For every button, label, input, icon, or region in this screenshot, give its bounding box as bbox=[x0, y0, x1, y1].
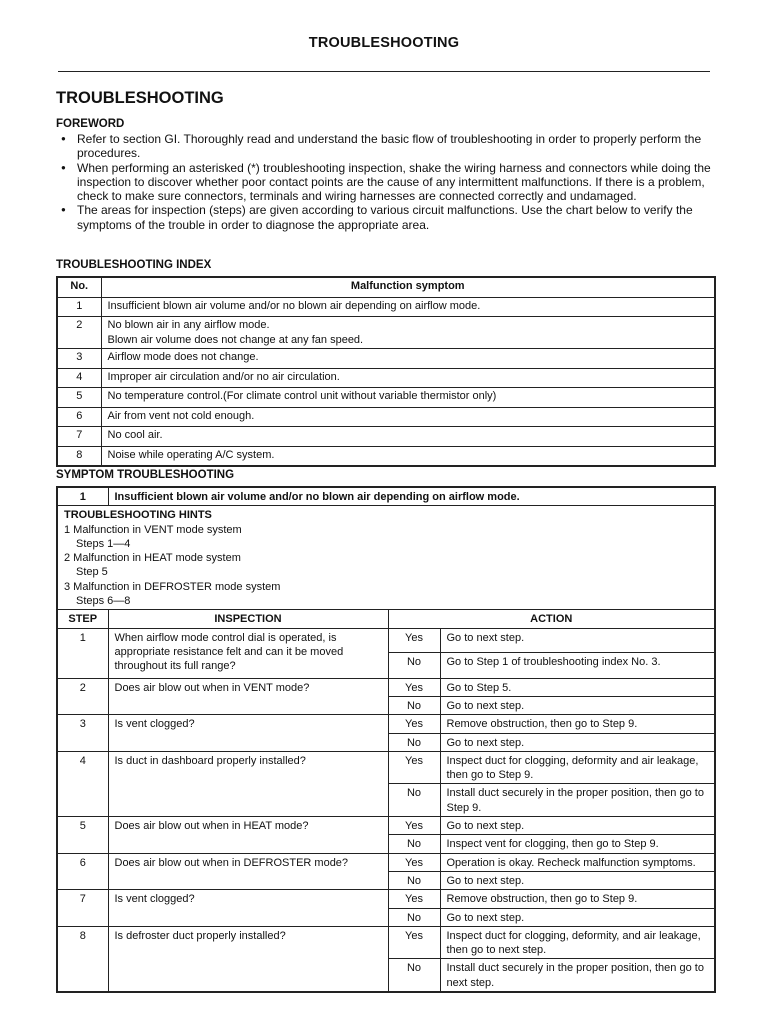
answer-yes: Yes bbox=[388, 751, 440, 784]
header-divider bbox=[58, 71, 710, 72]
index-row bbox=[57, 446, 715, 466]
index-row bbox=[57, 349, 715, 369]
step-row bbox=[57, 890, 715, 908]
col-no-header: No. bbox=[57, 277, 101, 297]
foreword-heading: FOREWORD bbox=[56, 118, 125, 130]
foreword-bullet: ● When performing an asterisked (*) troubleshooting inspection, shake the wiring harness and connectors while doing the inspection to discover whether poor contact points are the cause of any intermittent malfunctions. If there is a problem, check to make sure connectors, terminals and wiring harnesses are connected correctly and undamaged. bbox=[58, 161, 718, 204]
col-inspection-header: INSPECTION bbox=[108, 610, 388, 628]
index-no: 2 bbox=[57, 317, 101, 349]
action-no: Inspect vent for clogging, then go to Step 9. bbox=[440, 835, 715, 853]
answer-yes: Yes bbox=[388, 926, 440, 959]
hint-steps: Steps 6—8 bbox=[76, 595, 131, 608]
index-symptom: Improper air circulation and/or no air circulation. bbox=[101, 368, 715, 388]
troubleshooting-hints bbox=[57, 506, 715, 610]
action-yes: Go to next step. bbox=[440, 628, 715, 652]
action-no: Go to next step. bbox=[440, 696, 715, 714]
answer-yes: Yes bbox=[388, 890, 440, 908]
page-title: TROUBLESHOOTING bbox=[56, 89, 224, 107]
action-yes: Go to next step. bbox=[440, 817, 715, 835]
action-no: Go to Step 1 of troubleshooting index No. 3. bbox=[440, 652, 715, 678]
hint-item: 3 Malfunction in DEFROSTER mode system bbox=[64, 580, 281, 593]
index-symptom: No temperature control.(For climate control unit without variable thermistor only) bbox=[101, 388, 715, 408]
step-number: 3 bbox=[57, 715, 108, 752]
step-inspection: Is duct in dashboard properly installed? bbox=[108, 751, 388, 816]
index-no: 6 bbox=[57, 407, 101, 427]
step-number: 5 bbox=[57, 817, 108, 854]
symptom-troubleshooting-table bbox=[56, 486, 716, 993]
hint-steps: Step 5 bbox=[76, 566, 108, 579]
index-heading: TROUBLESHOOTING INDEX bbox=[56, 259, 212, 271]
step-row bbox=[57, 715, 715, 733]
troubleshooting-index-table bbox=[56, 276, 716, 467]
index-symptom: Airflow mode does not change. bbox=[101, 349, 715, 369]
index-row bbox=[57, 368, 715, 388]
index-symptom-line: No blown air in any airflow mode. bbox=[107, 319, 270, 331]
step-number: 7 bbox=[57, 890, 108, 927]
answer-yes: Yes bbox=[388, 628, 440, 652]
step-number: 2 bbox=[57, 678, 108, 715]
foreword-bullet: ● The areas for inspection (steps) are given according to various circuit malfunctions. Use the chart below to verify the symptoms of the trouble in order to diagnose the appropriate area. bbox=[58, 203, 718, 232]
step-number: 4 bbox=[57, 751, 108, 816]
step-row bbox=[57, 853, 715, 871]
index-no: 8 bbox=[57, 446, 101, 466]
step-inspection: Is vent clogged? bbox=[108, 890, 388, 927]
step-inspection: Is vent clogged? bbox=[108, 715, 388, 752]
step-number: 6 bbox=[57, 853, 108, 890]
hints-heading: TROUBLESHOOTING HINTS bbox=[64, 509, 212, 522]
answer-yes: Yes bbox=[388, 817, 440, 835]
index-no: 3 bbox=[57, 349, 101, 369]
hint-steps: Steps 1—4 bbox=[76, 537, 131, 550]
step-row bbox=[57, 751, 715, 784]
index-symptom: Air from vent not cold enough. bbox=[101, 407, 715, 427]
index-symptom bbox=[101, 317, 715, 349]
step-row bbox=[57, 678, 715, 696]
index-symptom: No cool air. bbox=[101, 427, 715, 447]
step-row bbox=[57, 628, 715, 652]
action-no: Go to next step. bbox=[440, 871, 715, 889]
index-symptom: Noise while operating A/C system. bbox=[101, 446, 715, 466]
action-yes: Remove obstruction, then go to Step 9. bbox=[440, 715, 715, 733]
index-row bbox=[57, 407, 715, 427]
symptom-no: 1 bbox=[57, 487, 108, 506]
foreword-bullet: ● Refer to section GI. Thoroughly read and understand the basic flow of troubleshooting in order to properly perform the procedures. bbox=[58, 132, 718, 161]
action-yes: Inspect duct for clogging, deformity, and air leakage, then go to next step. bbox=[440, 926, 715, 959]
action-yes: Inspect duct for clogging, deformity and air leakage, then go to Step 9. bbox=[440, 751, 715, 784]
foreword-list bbox=[58, 132, 718, 232]
action-no: Go to next step. bbox=[440, 908, 715, 926]
answer-yes: Yes bbox=[388, 853, 440, 871]
answer-yes: Yes bbox=[388, 715, 440, 733]
hint-item: 1 Malfunction in VENT mode system bbox=[64, 523, 242, 536]
hints-row bbox=[57, 506, 715, 610]
step-number: 1 bbox=[57, 628, 108, 678]
answer-no: No bbox=[388, 784, 440, 817]
index-no: 5 bbox=[57, 388, 101, 408]
step-inspection: Does air blow out when in VENT mode? bbox=[108, 678, 388, 715]
hint-item: 2 Malfunction in HEAT mode system bbox=[64, 552, 241, 565]
action-yes: Go to Step 5. bbox=[440, 678, 715, 696]
answer-no: No bbox=[388, 696, 440, 714]
answer-no: No bbox=[388, 908, 440, 926]
index-no: 1 bbox=[57, 297, 101, 317]
index-row bbox=[57, 388, 715, 408]
action-no: Install duct securely in the proper position, then go to next step. bbox=[440, 959, 715, 992]
index-row bbox=[57, 317, 715, 349]
step-inspection: Is defroster duct properly installed? bbox=[108, 926, 388, 992]
running-header: TROUBLESHOOTING bbox=[308, 35, 460, 51]
step-inspection: Does air blow out when in HEAT mode? bbox=[108, 817, 388, 854]
col-step-header: STEP bbox=[57, 610, 108, 628]
col-symptom-header: Malfunction symptom bbox=[101, 277, 715, 297]
index-no: 4 bbox=[57, 368, 101, 388]
index-header-row bbox=[57, 277, 715, 297]
answer-no: No bbox=[388, 733, 440, 751]
action-yes: Remove obstruction, then go to Step 9. bbox=[440, 890, 715, 908]
answer-no: No bbox=[388, 652, 440, 678]
symptom-title: Insufficient blown air volume and/or no blown air depending on airflow mode. bbox=[108, 487, 715, 506]
col-action-header: ACTION bbox=[388, 610, 715, 628]
step-number: 8 bbox=[57, 926, 108, 992]
index-row bbox=[57, 297, 715, 317]
answer-yes: Yes bbox=[388, 678, 440, 696]
symptom-heading: SYMPTOM TROUBLESHOOTING bbox=[56, 469, 235, 481]
step-row bbox=[57, 817, 715, 835]
step-header-row bbox=[57, 610, 715, 628]
answer-no: No bbox=[388, 959, 440, 992]
index-row bbox=[57, 427, 715, 447]
step-inspection: Does air blow out when in DEFROSTER mode? bbox=[108, 853, 388, 890]
step-inspection: When airflow mode control dial is operated, is appropriate resistance felt and can it be moved throughout its full range? bbox=[108, 628, 388, 678]
action-no: Install duct securely in the proper position, then go to Step 9. bbox=[440, 784, 715, 817]
index-no: 7 bbox=[57, 427, 101, 447]
index-symptom-line: Blown air volume does not change at any fan speed. bbox=[107, 334, 364, 346]
action-yes: Operation is okay. Recheck malfunction symptoms. bbox=[440, 853, 715, 871]
symptom-title-row bbox=[57, 487, 715, 506]
index-symptom: Insufficient blown air volume and/or no blown air depending on airflow mode. bbox=[101, 297, 715, 317]
step-row bbox=[57, 926, 715, 959]
answer-no: No bbox=[388, 835, 440, 853]
answer-no: No bbox=[388, 871, 440, 889]
action-no: Go to next step. bbox=[440, 733, 715, 751]
